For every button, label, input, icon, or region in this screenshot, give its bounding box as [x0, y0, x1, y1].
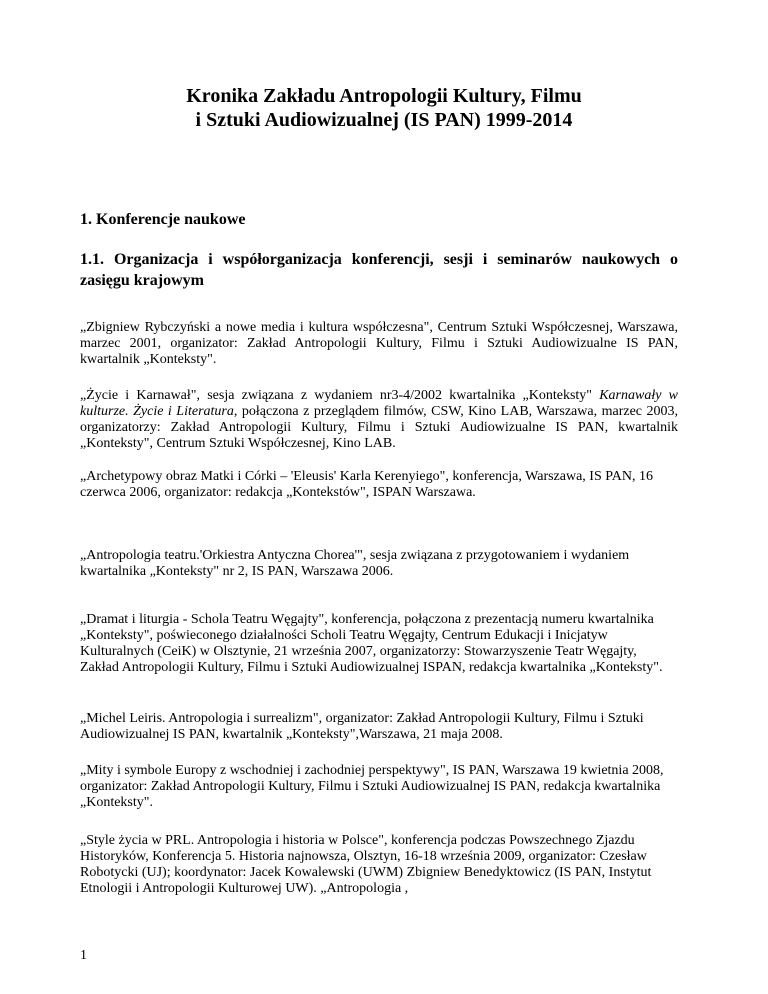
entry-2 [80, 388, 678, 452]
entry-3: „Archetypowy obraz Matki i Córki – 'Eleusis' Karla Kerenyiego", konferencja, Warszawa, IS PAN, 16 czerwca 2006, organizator: redakcja „Kontekstów", ISPAN Warszawa. [80, 469, 653, 500]
entry-8: „Style życia w PRL. Antropologia i historia w Polsce", konferencja podczas Powszechnego Zjazdu Historyków, Konferencja 5. Historia najnowsza, Olsztyn, 16-18 września 2009, organizator: Czesław Robotycki (UJ); koordynator: Jacek Kowalewski (UWM) Zbigniew Benedyktowicz (IS PAN, Instytut Etnologii i Antropologii Kulturowej UW). „Antropologia , [80, 833, 652, 896]
subsection-heading: 1.1. Organizacja i współorganizacja konferencji, sesji i seminarów naukowych o zasięgu krajowym [80, 251, 678, 289]
entry-2-text-before: „Życie i Karnawał", sesja związana z wydaniem nr3-4/2002 kwartalnika „Konteksty" [80, 388, 600, 403]
page-number: 1 [80, 948, 87, 963]
title-line-1: Kronika Zakładu Antropologii Kultury, Filmu [186, 85, 582, 107]
entry-5: „Dramat i liturgia - Schola Teatru Węgajty", konferencja, połączona z prezentacją numeru kwartalnika „Konteksty", poświeconego działalności Scholi Teatru Węgajty, Centrum Edukacji i Inicjatyw Kulturalnych (CeiK) w Olsztynie, 21 września 2007, organizatorzy: Stowarzyszenie Teatr Węgajty, Zakład Antropologii Kultury, Filmu i Sztuki Audiowizualnej ISPAN, redakcja kwartalnika „Konteksty". [80, 612, 663, 675]
document-title [80, 84, 688, 132]
title-line-2: i Sztuki Audiowizualnej (IS PAN) 1999-2014 [195, 109, 573, 131]
entry-2-italic-title: Karnawały w kulturze. Życie i Literatura [80, 388, 678, 419]
entry-1: „Zbigniew Rybczyński a nowe media i kultura współczesna", Centrum Sztuki Współczesnej, Warszawa, marzec 2001, organizator: Zakład Antropologii Kultury, Filmu i Sztuki Audiowizualne IS PAN, kwartalnik „Konteksty". [80, 320, 678, 367]
section-heading: 1. Konferencje naukowe [80, 211, 246, 228]
entry-2-text-after: , połączona z przeglądem filmów, CSW, Kino LAB, Warszawa, marzec 2003, organizatorzy: Zakład Antropologii Kultury, Filmu i Sztuki Audiowizualne IS PAN, kwartalnik „Konteksty", Centrum Sztuki Współczesnej, Kino LAB. [80, 404, 678, 451]
entry-6: „Michel Leiris. Antropologia i surrealizm", organizator: Zakład Antropologii Kultury, Filmu i Sztuki Audiowizualnej IS PAN, kwartalnik „Konteksty",Warszawa, 21 maja 2008. [80, 711, 644, 742]
entry-4: „Antropologia teatru.'Orkiestra Antyczna Chorea'", sesja związana z przygotowaniem i wydaniem kwartalnika „Konteksty" nr 2, IS PAN, Warszawa 2006. [80, 548, 630, 579]
entry-7: „Mity i symbole Europy z wschodniej i zachodniej perspektywy", IS PAN, Warszawa 19 kwietnia 2008, organizator: Zakład Antropologii Kultury, Filmu i Sztuki Audiowizualnej IS PAN, redakcja kwartalnika „Konteksty". [80, 763, 664, 810]
